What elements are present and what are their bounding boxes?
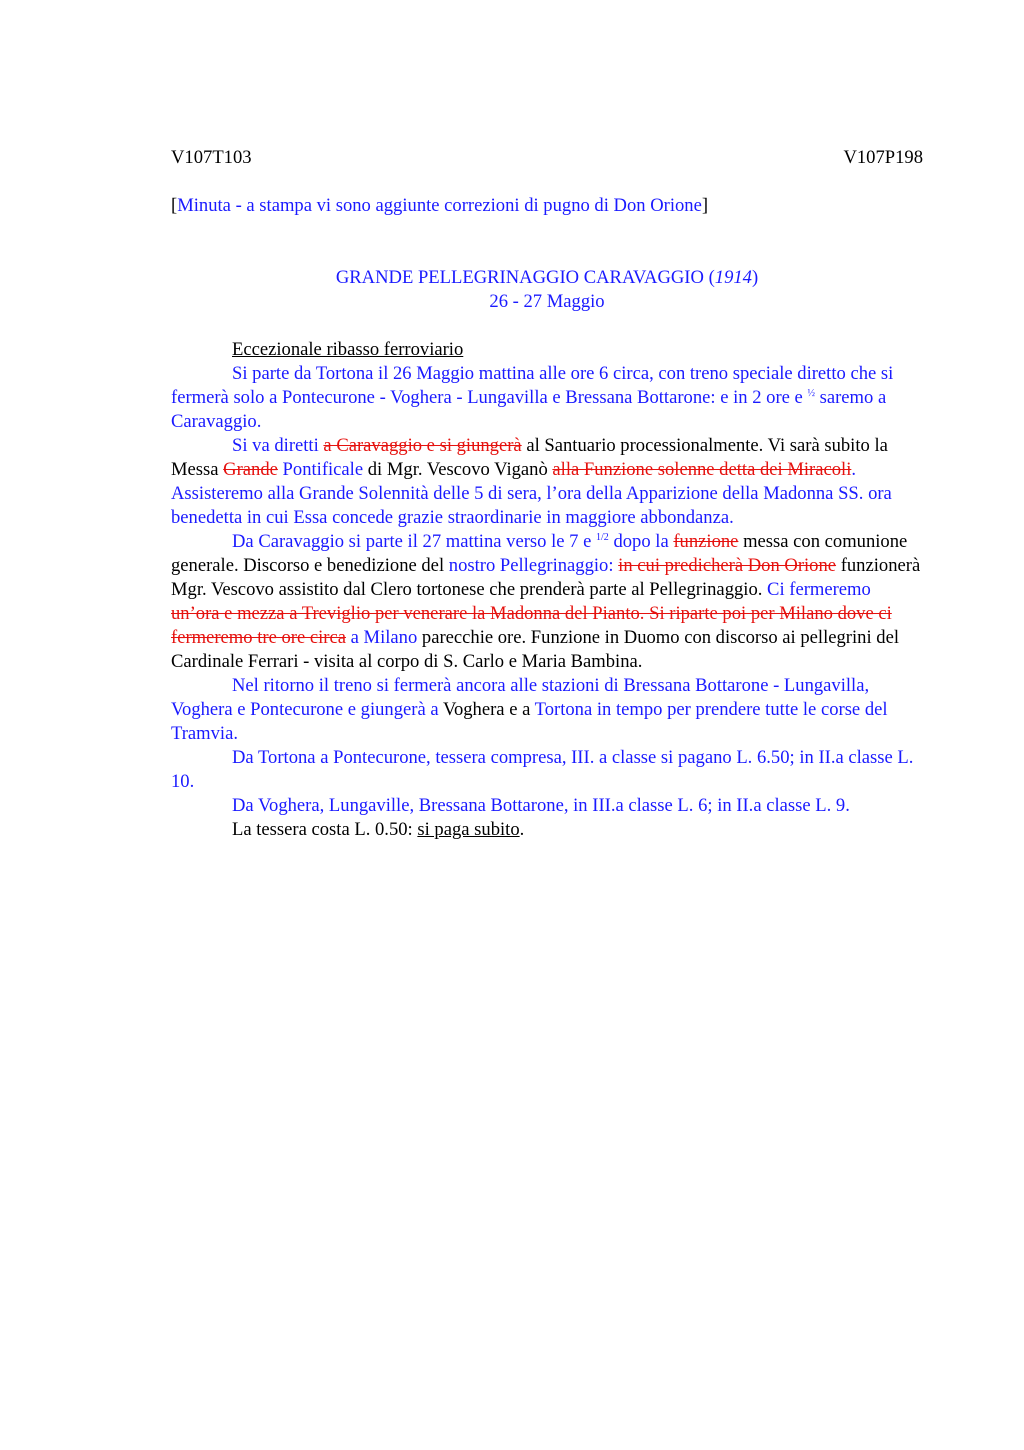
p4-text-1: Voghera e a	[442, 699, 535, 720]
p4-added-2: Tortona in tempo per prendere tutte le corse del Tramvia.	[171, 699, 888, 744]
title-main: GRANDE PELLEGRINAGGIO CARAVAGGIO (	[335, 267, 715, 288]
departure-fraction: ½	[807, 388, 815, 399]
p2-text-2: di Mgr. Vescovo Viganò	[363, 459, 553, 480]
p2-added-2: Pontificale	[277, 459, 364, 480]
ticket-text: La tessera costa L. 0.50:	[232, 819, 418, 840]
p4-added-1: Nel ritorno il treno si fermerà ancora alle stazioni di Bressana Bottarone - Lungavilla, Voghera e Pontecurone e giungerà a	[171, 675, 870, 720]
paragraph-sanctuary	[171, 434, 923, 530]
paragraph-departure	[171, 362, 923, 434]
p3-added-4: Ci fermeremo	[767, 579, 871, 600]
p3-deleted-3: un’ora e mezza a Treviglio per venerare la Madonna del Pianto. Si riparte poi per Milano dove ci fermeremo tre ore circa	[171, 603, 892, 648]
p2-added-1: Si va diretti	[232, 435, 324, 456]
document-title	[171, 266, 923, 314]
p2-text-1: al Santuario processionalmente. Vi sarà subito la Messa	[171, 435, 888, 480]
note-open-bracket: [	[171, 195, 178, 216]
document-code-right: V107P198	[843, 147, 923, 168]
title-close: )	[751, 267, 759, 288]
paragraph-heading	[171, 338, 923, 362]
p3-fraction: 1/2	[596, 532, 609, 543]
departure-text-a: Si parte da Tortona il 26 Maggio mattina alle ore 6 circa, con treno speciale diretto che si fermerà solo a Pontecurone - Voghera - Lungavilla e Bressana Bottarone: e in 2 ore e	[171, 363, 894, 408]
p2-deleted-2: Grande	[223, 459, 278, 480]
departure-text-b: saremo a Caravaggio.	[171, 387, 887, 432]
ticket-underlined: si paga subito	[417, 819, 520, 840]
note-text: Minuta - a stampa vi sono aggiunte correzioni di pugno di Don Orione	[177, 195, 702, 216]
paragraph-ticket	[171, 818, 923, 842]
editorial-note	[171, 194, 923, 218]
p2-deleted-1: a Caravaggio e si giungerà	[323, 435, 522, 456]
p3-text-3: parecchie ore. Funzione in Duomo con discorso ai pellegrini del Cardinale Ferrari - visita al corpo di S. Carlo e Maria Bambina.	[171, 627, 899, 672]
note-close-bracket: ]	[701, 195, 709, 216]
document-page	[171, 146, 923, 842]
p3-deleted-1: funzione	[673, 531, 739, 552]
p3-text-2: funzionerà Mgr. Vescovo assistito dal Clero tortonese che prenderà parte al Pellegrinaggio.	[171, 555, 921, 600]
p3-text-1: messa con comunione generale. Discorso e benedizione del	[171, 531, 908, 576]
title-dates: 26 - 27 Maggio	[489, 291, 605, 312]
p3-deleted-2: in cui predicherà Don Orione	[618, 555, 837, 576]
paragraph-train-return	[171, 674, 923, 746]
p2-deleted-3: alla Funzione solenne detta dei Miracoli	[552, 459, 852, 480]
header-codes	[171, 146, 923, 170]
p3-added-3: nostro Pellegrinaggio:	[448, 555, 619, 576]
title-line	[171, 266, 923, 290]
p3-added-1: Da Caravaggio si parte il 27 mattina verso le 7 e	[232, 531, 597, 552]
title-year: 1914	[714, 267, 752, 288]
document-body	[171, 338, 923, 842]
p2-added-3: . Assisteremo alla Grande Solennità delle 5 di sera, l’ora della Apparizione della Madonna SS. ora benedetta in cui Essa concede grazie straordinarie in maggiore abbondanza.	[171, 459, 892, 528]
heading-ribasso: Eccezionale ribasso ferroviario	[232, 339, 464, 360]
paragraph-fare-voghera: Da Voghera, Lungaville, Bressana Bottarone, in III.a classe L. 6; in II.a classe L. 9.	[232, 795, 850, 816]
ticket-end: .	[519, 819, 525, 840]
document-code-left: V107T103	[171, 147, 252, 168]
paragraph-fare-tortona: Da Tortona a Pontecurone, tessera compresa, III. a classe si pagano L. 6.50; in II.a classe L. 10.	[171, 747, 914, 792]
paragraph-return-day	[171, 530, 923, 674]
p3-added-5: a Milano	[345, 627, 418, 648]
p3-added-2: dopo la	[608, 531, 674, 552]
